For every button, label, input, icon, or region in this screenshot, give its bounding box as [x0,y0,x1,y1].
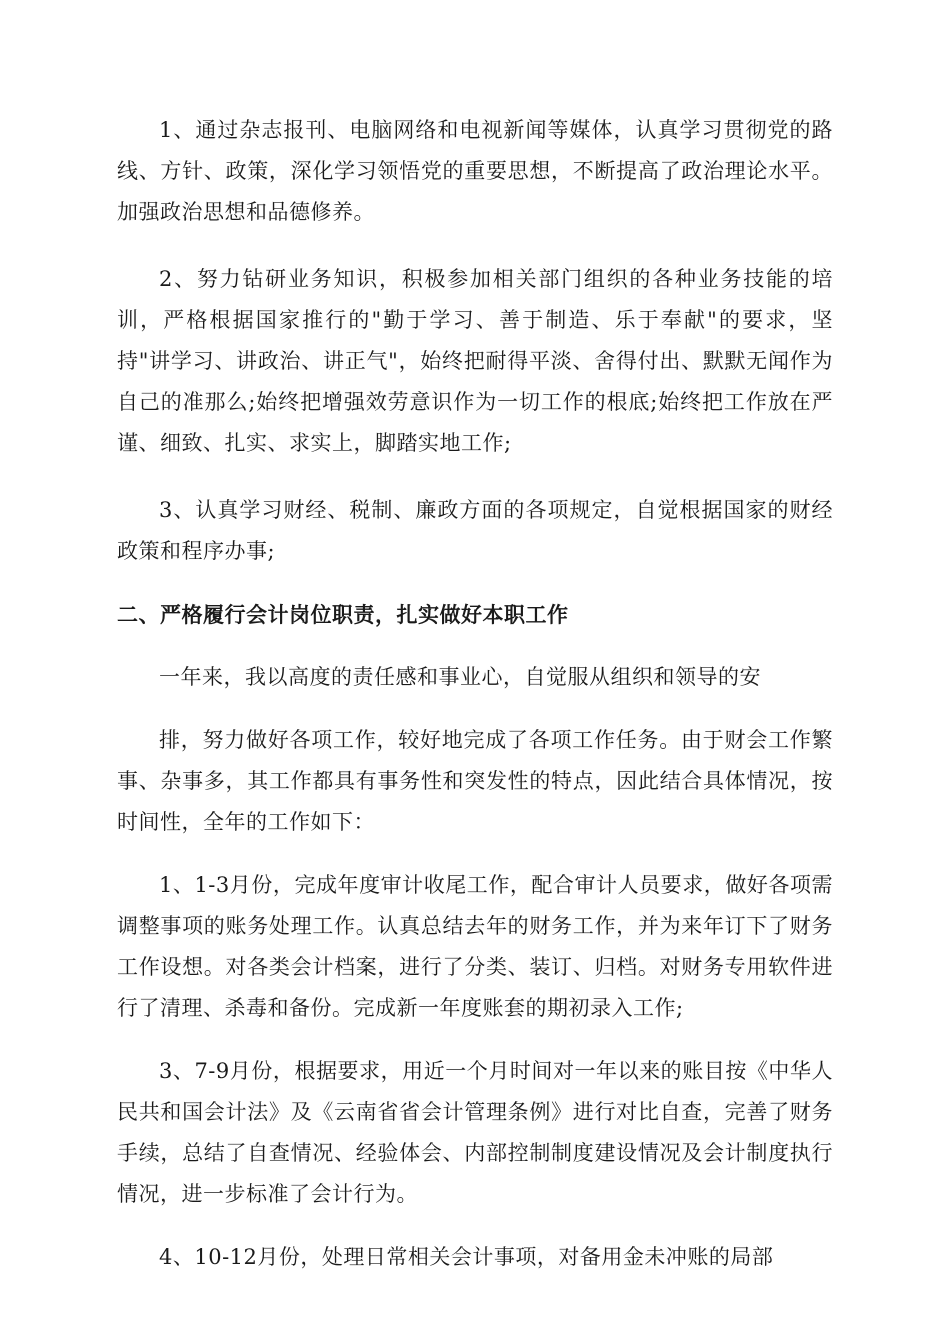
paragraph-q3-work: 3、7-9月份，根据要求，用近一个月时间对一年以来的账目按《中华人民共和国会计法》及《云南省省会计管理条例》进行对比自查，完善了财务手续，总结了自查情况、经验体会、内部控制制度建设情况及会计制度执行情况，进一步标准了会计行为。 [117,1059,833,1206]
document-body [117,110,833,1278]
section-heading-2: 二、严格履行会计岗位职责，扎实做好本职工作 [117,602,569,627]
paragraph-year-work: 排，努力做好各项工作，较好地完成了各项工作任务。由于财会工作繁事、杂事多，其工作都具有事务性和突发性的特点，因此结合具体情况，按时间性，全年的工作如下： [117,728,833,834]
paragraph-business-training: 2、努力钻研业务知识，积极参加相关部门组织的各种业务技能的培训，严格根据国家推行的"勤于学习、善于制造、乐于奉献"的要求，坚持"讲学习、讲政治、讲正气"，始终把耐得平淡、舍得付出、默默无闻作为自己的准那么;始终把增强效劳意识作为一切工作的根底;始终把工作放在严谨、细致、扎实、求实上，脚踏实地工作; [117,267,833,455]
paragraph-year-intro: 一年来，我以高度的责任感和事业心，自觉服从组织和领导的安 [159,665,761,689]
paragraph-study-policy: 1、通过杂志报刊、电脑网络和电视新闻等媒体，认真学习贯彻党的路线、方针、政策，深化学习领悟党的重要思想，不断提高了政治理论水平。加强政治思想和品德修养。 [117,118,833,224]
paragraph-q1-work: 1、1-3月份，完成年度审计收尾工作，配合审计人员要求，做好各项需调整事项的账务处理工作。认真总结去年的财务工作，并为来年订下了财务工作设想。对各类会计档案，进行了分类、装订、归档。对财务专用软件进行了清理、杀毒和备份。完成新一年度账套的期初录入工作; [117,873,833,1020]
paragraph-q4-work: 4、10-12月份，处理日常相关会计事项，对备用金未冲账的局部 [159,1245,774,1269]
paragraph-finance-rules: 3、认真学习财经、税制、廉政方面的各项规定，自觉根据国家的财经政策和程序办事; [117,498,833,563]
